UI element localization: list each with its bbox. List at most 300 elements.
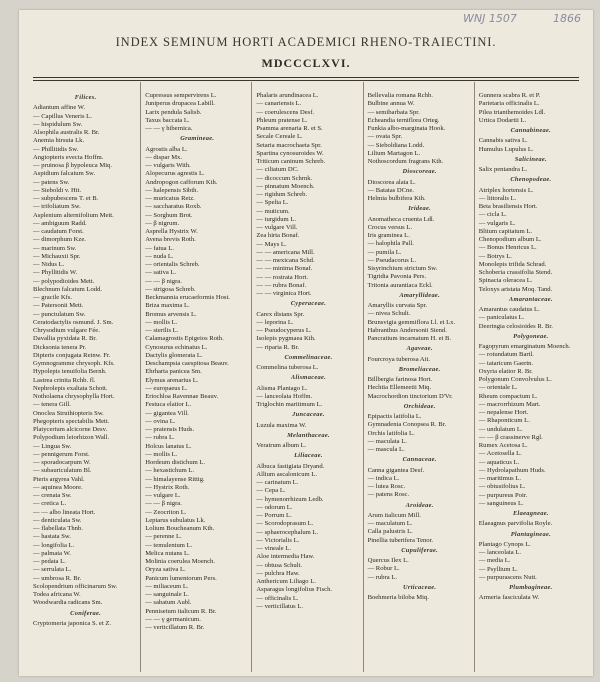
species-entry: — punctulatum Sw.	[33, 310, 86, 318]
species-entry: Ehrharta panicea Sm.	[145, 368, 202, 376]
species-entry: Anthericum Liliago L.	[256, 578, 316, 585]
species-entry: — caudatum Forst.	[33, 228, 84, 235]
species-entry: Amaryllis curvata Spr.	[367, 302, 428, 309]
species-entry: — flabellata Thnb.	[33, 525, 83, 532]
family-heading: Agaveae.	[406, 345, 433, 353]
species-entry: — vineale L.	[256, 545, 291, 552]
species-entry: Dicksonia tenera Pr.	[33, 343, 87, 351]
species-entry: — patens Sw.	[33, 178, 70, 186]
species-entry: — sphaerocephalum L.	[256, 528, 319, 536]
species-entry: — leporina L.	[256, 318, 294, 326]
column-4	[363, 82, 474, 672]
species-entry: Epipactis latifolia L.	[367, 413, 422, 420]
species-entry: — Phyllitidis W.	[33, 269, 78, 277]
species-entry: — pennigerum Forst.	[33, 450, 90, 458]
species-entry: Asparagus longifolius Fisch.	[256, 586, 333, 594]
species-entry: — orientalis Schreb.	[145, 261, 200, 268]
species-entry: Allium ascalonicum L.	[256, 470, 317, 478]
family-heading: Gramineae.	[180, 135, 215, 143]
species-entry: Schoberia crassifolia Stend.	[478, 269, 553, 276]
species-entry: Aloe intermedia Haw.	[256, 553, 315, 561]
family-heading: Cyperaceae.	[290, 300, 327, 308]
species-entry: Alsophila australis R. Br.	[33, 129, 100, 136]
family-heading: Liliaceae.	[294, 452, 323, 460]
species-entry: — β nigrum.	[145, 219, 180, 227]
species-entry: — macrorrhizum Mart.	[478, 400, 541, 408]
species-entry: — orientale L.	[478, 384, 518, 392]
species-entry: Dipteris conjugata Reinw. Fr.	[33, 351, 111, 359]
species-entry: — mollis L.	[145, 318, 178, 326]
species-entry: — pruinosa β hypoleuca Miq.	[33, 162, 112, 169]
species-entry: Gymnadenia Conopsea R. Br.	[367, 421, 447, 429]
species-entry: — — β nigra.	[145, 500, 182, 508]
species-entry: Plantago Cynops L.	[478, 540, 531, 548]
species-entry: — Robur L.	[367, 565, 400, 573]
species-entry: Briza maxima L.	[145, 302, 190, 310]
species-entry: — fatua L.	[145, 244, 174, 252]
species-entry: Secale Cereale L.	[256, 133, 303, 141]
family-heading: Dioscoreae.	[402, 168, 437, 176]
column-3	[251, 82, 362, 672]
family-heading: Cannaceae.	[402, 456, 437, 464]
species-entry: — ambiguum Radd.	[33, 219, 87, 227]
species-entry: Adiantum affine W.	[33, 104, 86, 112]
species-entry: Veratrum album L.	[256, 442, 307, 449]
species-entry: Blitum capitatum L.	[478, 227, 533, 235]
species-entry: Cynosurus echinatus L.	[145, 343, 208, 351]
species-entry: Fourcroya tuberosa Ait.	[367, 355, 431, 363]
species-entry: — maritimus L.	[478, 475, 522, 482]
species-entry: Hypolepis tenuifolia Bernh.	[33, 368, 107, 376]
species-entry: Cannabis sativa L.	[478, 137, 528, 145]
species-entry: — obtusifolius L.	[478, 483, 526, 491]
species-entry: — mollis L.	[145, 450, 178, 458]
species-entry: — tenera Gill.	[33, 401, 71, 409]
species-entry: — vulgaris With.	[145, 162, 191, 169]
species-entry: — purpurascens Nutt.	[478, 573, 537, 581]
species-entry: — subauriculatum Bl.	[33, 467, 92, 475]
species-entry: — Victorialis L.	[256, 536, 300, 544]
species-entry: Platycerium alcicorne Desv.	[33, 426, 108, 433]
species-entry: — rubra L.	[367, 573, 398, 581]
species-entry: Triglochin maritimum L.	[256, 401, 323, 408]
species-entry: Amarantus caudatus L.	[478, 306, 540, 313]
species-entry: — undulatum L.	[478, 425, 523, 433]
species-entry: Funkia albo-marginata Hook.	[367, 125, 446, 132]
species-entry: Asplenium alternifolium Mett.	[33, 211, 114, 219]
species-entry: — Sorghum Brot.	[145, 211, 193, 219]
species-entry: — pulchra Haw.	[256, 569, 300, 577]
species-entry: Alisma Plantago L.	[256, 384, 308, 392]
species-entry: Angiopteris evecta Hoffm.	[33, 153, 104, 161]
species-entry: Woodwardia radicans Sm.	[33, 599, 103, 607]
species-entry: — trifoliatum Sw.	[33, 203, 81, 211]
species-entry: — verticillatum R. Br.	[145, 624, 205, 631]
species-entry: Panicum lumentorum Pers.	[145, 574, 217, 582]
species-entry: — dicoccum Schrnk.	[256, 174, 313, 182]
species-entry: — rotundatum Bartl.	[478, 351, 534, 359]
species-entry: Crocus versus L.	[367, 223, 413, 231]
species-entry: Bromus arvensis L.	[145, 310, 197, 318]
species-entry: Dioscorea alata L.	[367, 178, 416, 186]
species-entry: — sanguinale L.	[145, 591, 189, 598]
species-entry: — saccharatus Roxb.	[145, 203, 202, 211]
species-entry: — Porrum L.	[256, 512, 292, 519]
family-heading: Amaryllideae.	[399, 291, 440, 299]
species-entry: — lanceolata Hoffm.	[256, 392, 313, 400]
species-entry: — riparia R. Br.	[256, 343, 300, 351]
page-year: MDCCCLXVI.	[261, 56, 351, 70]
species-entry: Nephrolepis exaltata Schott.	[33, 384, 108, 392]
species-entry: Bellevalia romana Rchb.	[367, 92, 433, 99]
species-entry: Albuca fastigiata Dryand.	[256, 462, 325, 470]
species-entry: — temulentum L.	[145, 541, 193, 549]
species-entry: Anemia hirsuta Lk.	[33, 137, 85, 145]
handwritten-catalog-number: WNJ 1507	[463, 12, 517, 25]
species-entry: Notholaena chrysophylla Hort.	[33, 393, 115, 400]
species-entry: — sporadocarpum W.	[33, 459, 91, 466]
species-entry: Blechnum falcatum Lodd.	[33, 285, 103, 293]
species-entry: — littoralis L.	[478, 194, 517, 202]
species-entry: Melica nutans L.	[145, 549, 190, 557]
species-entry: Cupressus sempervirens L.	[145, 92, 217, 99]
column-1	[29, 82, 140, 672]
species-entry: Teloxys aristata Moq. Tand.	[478, 285, 553, 293]
species-entry: — Sieboldiana Lodd.	[367, 141, 425, 149]
species-entry: Pennisetum italicum R. Br.	[145, 607, 217, 615]
species-entry: Alopecurus agrestis L.	[145, 170, 205, 178]
species-entry: — — β nigra.	[145, 277, 182, 285]
species-entry: Davallia pyxidata R. Br.	[33, 335, 97, 343]
species-entry: Dactylis glomerata L.	[145, 351, 203, 359]
species-entry: Psamma arenaria R. et S.	[256, 125, 323, 132]
species-entry: — turgidum L.	[256, 215, 296, 223]
species-entry: Onoclea Struthiopteris Sw.	[33, 409, 104, 417]
species-entry: — tataricum Gaertn.	[478, 359, 534, 367]
species-entry: Armeria fasciculata W.	[478, 594, 540, 602]
species-entry: — — γ hibernica.	[145, 125, 193, 132]
species-entry: Humulus Lupulus L.	[478, 145, 534, 153]
species-entry: Pteris argyrea Vahl.	[33, 475, 85, 483]
species-entry: — ovina L.	[145, 417, 176, 425]
species-entry: — odorum L.	[256, 503, 293, 511]
species-entry: Elymus arenarius L.	[145, 376, 199, 384]
species-entry: Beta brasiliensis Hort.	[478, 203, 538, 210]
species-entry: Larix pendula Salisb.	[145, 108, 202, 116]
seed-index-sheet	[19, 10, 593, 676]
species-entry: Orchis latifolia L.	[367, 429, 415, 437]
species-entry: — cicla L.	[478, 211, 507, 219]
species-entry: — Zeocriton L.	[145, 508, 187, 516]
species-columns	[29, 82, 585, 672]
family-heading: Plumbagineae.	[509, 584, 553, 591]
species-entry: Phleum pratense L.	[256, 116, 308, 124]
species-entry: Polypodium leiorhizon Wall.	[33, 434, 110, 442]
species-entry: — nepalense Hort.	[478, 409, 529, 416]
species-entry: — nuda L.	[145, 252, 174, 260]
species-entry: Lolium Boucheanum Kth.	[145, 525, 215, 532]
species-entry: Carex distans Spr.	[256, 310, 305, 318]
species-entry: Brunsvigia gemmiflora Ll. et Lx.	[367, 318, 456, 326]
species-entry: Tritonia aurantiaca Eckl.	[367, 281, 433, 289]
family-heading: Alismaceae.	[290, 374, 326, 382]
family-heading: Commelinaceae.	[284, 353, 333, 361]
species-entry: Habranthus Andersonii Stend.	[367, 326, 447, 334]
family-heading: Cupuliferae.	[401, 546, 439, 554]
species-entry: — nivea Schult.	[367, 310, 411, 318]
species-entry: — Psyllium L.	[478, 565, 518, 573]
species-entry: Holcus lanatus L.	[145, 442, 192, 450]
species-entry: Commelina tuberosa L.	[256, 364, 319, 371]
species-entry: — obtusa Schult.	[256, 561, 302, 569]
species-entry: Pinellia tuberifera Tenor.	[367, 536, 434, 544]
species-entry: Scolopendrium officinarum Sw.	[33, 582, 118, 590]
species-entry: — dimorphum Kze.	[33, 236, 86, 244]
species-entry: — Acetosella L.	[478, 450, 522, 458]
species-entry: Setaria macrochaeta Spr.	[256, 141, 322, 149]
species-entry: — lutea Rosc.	[367, 483, 406, 490]
family-heading: Aroideae.	[405, 501, 434, 509]
species-entry: Oryza sativa L.	[145, 566, 186, 574]
species-entry: — carinatum L.	[256, 479, 299, 486]
species-entry: — sanguineus L.	[478, 499, 524, 507]
species-entry: Polygonum Convolvulus L.	[478, 376, 552, 383]
species-entry: — crenata Sw.	[33, 492, 72, 499]
species-entry: Monolepis trifida Schrad.	[478, 260, 547, 268]
species-entry: Salix pentandra L.	[478, 166, 528, 173]
species-entry: — paniculatus L.	[478, 314, 525, 322]
family-heading: Amarantaceae.	[508, 295, 553, 303]
species-entry: Phegopteris spectabilis Mett.	[33, 417, 110, 425]
family-heading: Irideae.	[408, 205, 432, 213]
handwritten-year: 1866	[553, 12, 581, 25]
family-heading: Orchideae.	[403, 402, 436, 410]
species-entry: — strigosa Schreb.	[145, 285, 196, 293]
species-entry: — Hydrolapathum Huds.	[478, 466, 546, 474]
species-entry: Echeandia terniflora Orteg.	[367, 116, 440, 124]
species-entry: — himalayense Rittig.	[145, 475, 205, 483]
species-entry: Parietaria officinalis L.	[478, 100, 540, 108]
species-entry: — Pseudocyperus L.	[256, 327, 312, 334]
species-entry: Calamagrostis Epigeios Roth.	[145, 335, 224, 343]
species-entry: Molinia coerulea Moench.	[145, 558, 215, 565]
species-entry: Tigridia Pavonia Pers.	[367, 273, 427, 281]
species-entry: — aquaticus L.	[478, 458, 520, 466]
species-entry: — vulgaris L.	[478, 219, 516, 227]
species-entry: — Phillitidis Sw.	[33, 145, 79, 153]
species-entry: — lanceolata L.	[478, 549, 522, 556]
species-entry: — sterilis L.	[145, 327, 179, 334]
species-entry: — rubra L.	[145, 434, 175, 442]
species-entry: — media L.	[478, 557, 511, 565]
species-entry: Hordeum distichum L.	[145, 459, 206, 466]
species-entry: — Mays L.	[256, 240, 287, 248]
page-title: INDEX SEMINUM HORTI ACADEMICI RHENO-TRAIECTINI.	[115, 35, 497, 49]
species-entry: — — minima Bonaf.	[256, 265, 313, 273]
species-entry: Deschampsia caespitosa Beauv.	[145, 360, 229, 367]
family-heading: Melanthaceae.	[287, 431, 330, 439]
species-entry: — pedata L.	[33, 558, 66, 565]
species-entry: — — rostrata Hort.	[256, 273, 309, 281]
species-entry: — vulgare Vill.	[256, 224, 298, 231]
species-entry: Asprella Hystrix W.	[145, 228, 198, 235]
species-entry: — cretica L.	[33, 500, 67, 508]
species-entry: — Patersonii Mett.	[33, 302, 84, 310]
species-entry: — Lingua Sw.	[33, 442, 72, 450]
species-entry: — coerulescens Desf.	[256, 108, 315, 116]
species-entry: Deeringia celosioides R. Br.	[478, 322, 553, 330]
species-entry: Gymnogramme chrysoph. Kfs.	[33, 360, 115, 367]
family-heading: Salicineae.	[514, 155, 547, 163]
species-entry: Zea hirta Bonaf.	[256, 232, 300, 240]
species-entry: — longifolia L.	[33, 541, 75, 549]
species-entry: — — mexicana Schd.	[256, 257, 315, 264]
species-entry: Juniperus drupacea Labill.	[145, 100, 215, 108]
species-entry: — — americana Mill.	[256, 248, 315, 256]
species-entry: Avena brevis Roth.	[145, 236, 196, 244]
family-heading: Coniferae.	[70, 609, 102, 617]
species-entry: — Pseudacorus L.	[367, 256, 417, 264]
species-entry: — indica L.	[367, 474, 400, 482]
species-entry: — — virginica Hort.	[256, 290, 312, 297]
species-entry: — umbrosa R. Br.	[33, 574, 82, 582]
species-entry: — europaeus L.	[145, 384, 188, 392]
species-entry: Canna gigantea Desf.	[367, 466, 425, 474]
species-entry: Elaeagnus parvifolia Royle.	[478, 520, 553, 528]
column-5	[474, 82, 585, 672]
header-rule	[33, 77, 579, 78]
species-entry: — hymenorrhizum Ledb.	[256, 495, 324, 503]
family-heading: Bromeliaceae.	[398, 365, 441, 373]
species-entry: — muricatus Retz.	[145, 195, 195, 202]
species-entry: Todea africana W.	[33, 591, 81, 598]
species-entry: — muticum.	[256, 207, 290, 215]
species-entry: — canariensis L.	[256, 100, 302, 108]
species-entry: — hexastichum L.	[145, 467, 195, 475]
species-entry: — Botrys L.	[478, 252, 512, 260]
species-entry: — aquinea Moore.	[33, 483, 83, 491]
family-heading: Elaeagneae.	[512, 510, 549, 517]
species-entry: — officinalis L.	[256, 594, 299, 602]
species-entry: — Cepa L.	[256, 487, 286, 495]
species-entry: — pinnatum Moench.	[256, 182, 315, 190]
species-entry: Oxyria elatior R. Br.	[478, 367, 533, 375]
species-entry: — Scorodoprasum L.	[256, 520, 314, 528]
species-entry: — sabatum Aubl.	[145, 599, 192, 607]
species-entry: — Sieboldi v. Htt.	[33, 186, 82, 194]
column-2	[140, 82, 251, 672]
species-entry: — perenne L.	[145, 533, 182, 541]
family-heading: Plantagineae.	[510, 530, 551, 538]
species-entry: Sisyrinchium strictum Sw.	[367, 265, 438, 272]
species-entry: — subpubescens T. et B.	[33, 195, 99, 202]
species-entry: Rumex Acetosa L.	[478, 442, 528, 449]
species-entry: — pratensis Huds.	[145, 426, 195, 433]
species-entry: Leptarus subulatus Lk.	[145, 516, 206, 524]
species-entry: Arum italicum Mill.	[367, 511, 421, 519]
species-entry: Quercus Ilex L.	[367, 557, 409, 564]
species-entry: Nothoscordum fragrans Kth.	[367, 158, 444, 165]
species-entry: — verticillatus L.	[256, 602, 304, 610]
species-entry: Gunnera scabra R. et P.	[478, 92, 541, 99]
species-entry: — ovata Spr.	[367, 133, 403, 141]
species-entry: — — albo lineata Hort.	[33, 508, 96, 516]
species-entry: Hechtia Ellemeetii Miq.	[367, 384, 432, 392]
species-entry: Lilium Martagon L.	[367, 149, 421, 157]
species-entry: — sativa L.	[145, 269, 177, 277]
family-heading: Filices.	[74, 94, 97, 101]
species-entry: Iris graminea L.	[367, 232, 410, 239]
species-entry: — palmata W.	[33, 549, 71, 557]
species-entry: — maculatum L.	[367, 520, 413, 527]
header-rule-thin	[33, 80, 579, 81]
species-entry: Andropogon cafforum Kth.	[145, 178, 218, 186]
species-entry: Spinacia oleracea L.	[478, 277, 533, 285]
species-entry: — rigidum Schreb.	[256, 191, 308, 198]
species-entry: — serrulata L.	[33, 566, 72, 574]
family-heading: Polygoneae.	[513, 332, 549, 340]
species-entry: — maculata L.	[367, 437, 407, 445]
species-entry: — denticulata Sw.	[33, 516, 82, 524]
species-entry: Pancratium incarnatum H. et B.	[367, 335, 452, 342]
species-entry: Anomatheca cruenta Ldl.	[367, 215, 435, 223]
species-entry: — polypodioides Mett.	[33, 277, 95, 285]
species-entry: — purpureus Poir.	[478, 491, 528, 499]
species-entry: — patens Rosc.	[367, 491, 410, 499]
species-entry: Atriplex hortensis L.	[478, 186, 534, 194]
species-entry: — halepensis Sibth.	[145, 186, 199, 194]
species-entry: — hastata Sw.	[33, 533, 71, 541]
species-entry: — Rhaponticum L.	[478, 417, 530, 425]
species-entry: Luzula maxima W.	[256, 421, 307, 429]
species-entry: Beckmannia erucaeformis Host.	[145, 294, 230, 301]
species-entry: — Spelta L.	[256, 199, 289, 207]
species-entry: Boehmeria biloba Miq.	[367, 594, 429, 601]
species-entry: — miliaceum L.	[145, 582, 189, 590]
species-entry: — gigantea Vill.	[145, 409, 189, 417]
species-entry: — — rubra Bonaf.	[256, 281, 307, 289]
species-entry: — ciliatum DC.	[256, 166, 299, 174]
family-heading: Urticaceae.	[403, 583, 437, 591]
species-entry: Billbergia farinosa Hort.	[367, 376, 433, 383]
species-entry: Macrochordion tinctorium D'Vr.	[367, 392, 453, 400]
species-entry: — halophila Pall.	[367, 240, 414, 248]
species-entry: Calla palustris L.	[367, 528, 413, 536]
species-entry: Cryptomeria japonica S. et Z.	[33, 619, 112, 627]
species-entry: — Batatas DCne.	[367, 186, 414, 194]
species-entry: Aspidium falcatum Sw.	[33, 170, 96, 178]
species-entry: Spartina cynosuroides W.	[256, 149, 324, 157]
species-entry: Agrostis alba L.	[145, 145, 188, 153]
species-entry: Eriochloa Ravennae Beauv.	[145, 393, 219, 400]
family-heading: Juncaceae.	[292, 411, 325, 419]
species-entry: — Capillus Veneris L.	[33, 112, 92, 120]
species-entry: — pumila L.	[367, 248, 402, 256]
species-entry: Rheum compactum L.	[478, 392, 538, 400]
family-heading: Cannabineae.	[510, 127, 552, 134]
species-entry: Pilea trianthemoides Ldl.	[478, 108, 546, 116]
species-entry: Lastrea crinita Rchb. fl.	[33, 376, 96, 384]
species-entry: — hispidulum Sw.	[33, 120, 83, 128]
species-entry: — dispar Mx.	[145, 153, 183, 161]
species-entry: — Bonus Henricus L.	[478, 244, 537, 252]
species-entry: — gracile Kfs.	[33, 294, 72, 301]
species-entry: — marinum Sw.	[33, 244, 77, 252]
species-entry: — vulgare L.	[145, 492, 181, 499]
species-entry: Taxus baccata L.	[145, 116, 190, 124]
species-entry: — — γ germanicum.	[145, 615, 201, 623]
species-entry: Urtica Dodartii L.	[478, 116, 527, 124]
